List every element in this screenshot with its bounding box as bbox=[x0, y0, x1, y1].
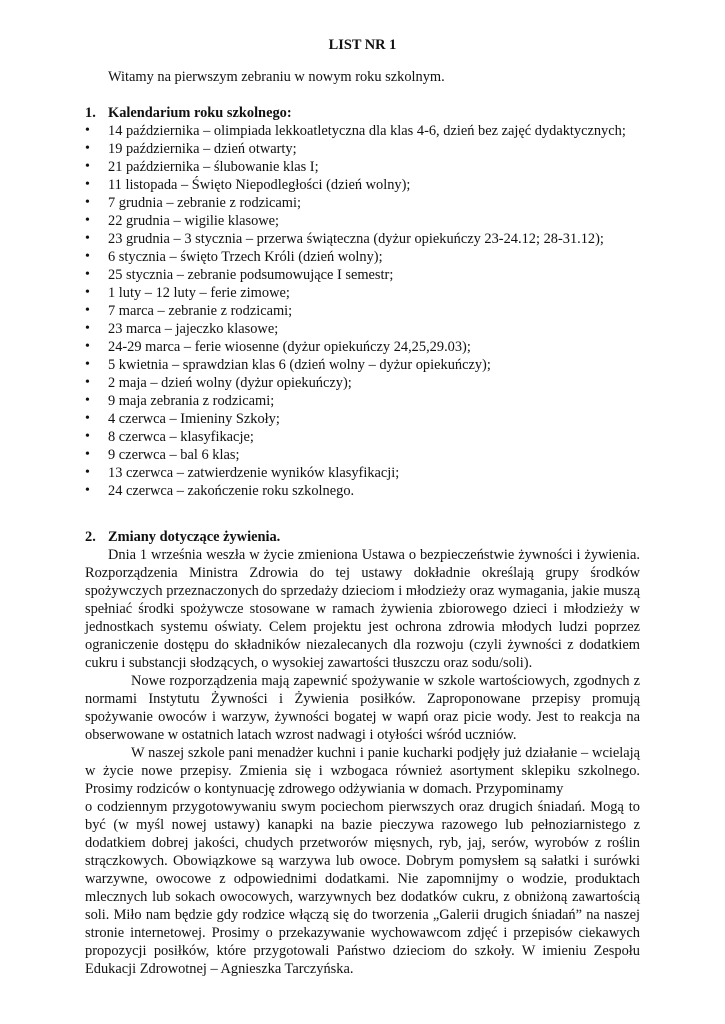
intro-text: Witamy na pierwszym zebraniu w nowym roku szkolnym. bbox=[108, 69, 445, 85]
calendar-item bbox=[85, 374, 640, 392]
calendar-item-text: 22 grudnia – wigilie klasowe; bbox=[108, 213, 280, 229]
bullet-icon: • bbox=[85, 285, 90, 300]
calendar-item bbox=[85, 338, 640, 356]
calendar-item-text: 25 stycznia – zebranie podsumowujące I semestr; bbox=[108, 267, 394, 283]
bullet-icon: • bbox=[85, 339, 90, 354]
bullet-icon: • bbox=[85, 447, 90, 462]
calendar-item-text: 2 maja – dzień wolny (dyżur opiekuńczy); bbox=[108, 375, 352, 391]
paragraph: Nowe rozporządzenia mają zapewnić spożywanie w szkole wartościowych, zgodnych z normami Instytutu Żywności i Żywienia posiłków. Zaproponowane przepisy promują spożywanie owoców i warzyw, żywności bogatej w wapń oraz picie wody. Jest to reakcja na obserwowane w ostatnich latach wzrost nadwagi i otyłości wśród uczniów. bbox=[85, 673, 640, 743]
calendar-item bbox=[85, 122, 640, 140]
calendar-item-text: 23 marca – jajeczko klasowe; bbox=[108, 321, 279, 337]
calendar-item-text: 9 czerwca – bal 6 klas; bbox=[108, 447, 240, 463]
calendar-item bbox=[85, 176, 640, 194]
calendar-item bbox=[85, 212, 640, 230]
calendar-item bbox=[85, 284, 640, 302]
bullet-icon: • bbox=[85, 375, 90, 390]
calendar-item bbox=[85, 320, 640, 338]
calendar-item bbox=[85, 356, 640, 374]
bullet-icon: • bbox=[85, 393, 90, 408]
calendar-item-text: 24-29 marca – ferie wiosenne (dyżur opiekuńczy 24,25,29.03); bbox=[108, 339, 471, 355]
calendar-item-text: 4 czerwca – Imieniny Szkoły; bbox=[108, 411, 280, 427]
bullet-icon: • bbox=[85, 267, 90, 282]
bullet-icon: • bbox=[85, 303, 90, 318]
calendar-item-text: 11 listopada – Święto Niepodległości (dzień wolny); bbox=[108, 177, 411, 193]
section-number: 2. bbox=[85, 529, 96, 545]
calendar-item bbox=[85, 230, 640, 248]
calendar-item bbox=[85, 392, 640, 410]
section-calendar bbox=[85, 104, 640, 500]
calendar-item-text: 14 października – olimpiada lekkoatletyczna dla klas 4-6, dzień bez zajęć dydaktycznych; bbox=[108, 123, 626, 139]
paragraph: Dnia 1 września weszła w życie zmieniona Ustawa o bezpieczeństwie żywności i żywienia. Rozporządzenia Ministra Zdrowia do tej ustawy dokładnie określają grupy środków spożywczych przeznaczonych do sprzedaży dzieciom i młodzieży oraz wymagania, jakie muszą spełniać środki spożywcze stosowane w ramach żywienia zbiorowego dzieci i młodzieży w jednostkach systemu oświaty. Celem projektu jest ochrona zdrowia młodych ludzi poprzez ograniczenie dostępu do składników niezalecanych dla rozwoju (czyli żywności z dodatkiem cukru i substancji słodzących, o wysokiej zawartości tłuszczu oraz sodu/soli). bbox=[85, 547, 640, 671]
bullet-icon: • bbox=[85, 483, 90, 498]
bullet-icon: • bbox=[85, 411, 90, 426]
section-title: Zmiany dotyczące żywienia. bbox=[108, 529, 281, 545]
bullet-icon: • bbox=[85, 177, 90, 192]
calendar-item-text: 5 kwietnia – sprawdzian klas 6 (dzień wolny – dyżur opiekuńczy); bbox=[108, 357, 491, 373]
section-number: 1. bbox=[85, 105, 96, 121]
calendar-item-text: 1 luty – 12 luty – ferie zimowe; bbox=[108, 285, 290, 301]
paragraph: W naszej szkole pani menadżer kuchni i panie kucharki podjęły już działanie – wcielają w życie nowe przepisy. Zmienia się i wzbogaca również asortyment sklepiku szkolnego. Prosimy rodziców o kontynuację zdrowego odżywiania w domach. Przypominamy bbox=[85, 745, 640, 797]
bullet-icon: • bbox=[85, 159, 90, 174]
calendar-item-text: 13 czerwca – zatwierdzenie wyników klasyfikacji; bbox=[108, 465, 400, 481]
calendar-item-text: 19 października – dzień otwarty; bbox=[108, 141, 297, 157]
calendar-item-text: 8 czerwca – klasyfikacje; bbox=[108, 429, 254, 445]
section-nutrition-body bbox=[85, 546, 640, 978]
calendar-item bbox=[85, 158, 640, 176]
calendar-item-text: 7 grudnia – zebranie z rodzicami; bbox=[108, 195, 301, 211]
bullet-icon: • bbox=[85, 123, 90, 138]
calendar-item bbox=[85, 464, 640, 482]
section-calendar-heading bbox=[85, 104, 640, 122]
calendar-item bbox=[85, 410, 640, 428]
calendar-item bbox=[85, 266, 640, 284]
calendar-item bbox=[85, 482, 640, 500]
calendar-item-text: 9 maja zebrania z rodzicami; bbox=[108, 393, 275, 409]
calendar-item bbox=[85, 302, 640, 320]
calendar-item-text: 7 marca – zebranie z rodzicami; bbox=[108, 303, 293, 319]
bullet-icon: • bbox=[85, 213, 90, 228]
calendar-item bbox=[85, 446, 640, 464]
calendar-list bbox=[85, 122, 640, 500]
calendar-item-text: 21 października – ślubowanie klas I; bbox=[108, 159, 319, 175]
bullet-icon: • bbox=[85, 195, 90, 210]
bullet-icon: • bbox=[85, 249, 90, 264]
bullet-icon: • bbox=[85, 321, 90, 336]
bullet-icon: • bbox=[85, 141, 90, 156]
bullet-icon: • bbox=[85, 231, 90, 246]
paragraph: o codziennym przygotowywaniu swym pociechom pierwszych oraz drugich śniadań. Mogą to być (w myśl nowej ustawy) kanapki na bazie pieczywa razowego lub pełnoziarnistego z dodatkiem dobrej jakości, chudych przetworów mięsnych, ryb, jaj, serów, wyrobów z roślin strączkowych. Obowiązkowe są warzywa lub owoce. Dobrym pomysłem są sałatki i surówki warzywne, owocowe z odpowiednimi dodatkami. Nie zapomnijmy o wodzie, produktach mlecznych lub sokach owocowych, warzywnych bez dodatków cukru, z obniżoną zawartością soli. Miło nam będzie gdy rodzice włączą się do tworzenia „Galerii drugich śniadań” na naszej stronie internetowej. Prosimy o przekazywanie wychowawcom zdjęć i przepisów ciekawych propozycji posiłków, które przygotowali Państwo dzieciom do szkoły. W imieniu Zespołu Edukacji Zdrowotnej – Agnieszka Tarczyńska. bbox=[85, 799, 640, 977]
bullet-icon: • bbox=[85, 429, 90, 444]
bullet-icon: • bbox=[85, 357, 90, 372]
calendar-item bbox=[85, 428, 640, 446]
calendar-item bbox=[85, 194, 640, 212]
section-title: Kalendarium roku szkolnego: bbox=[108, 105, 292, 121]
calendar-item bbox=[85, 140, 640, 158]
calendar-item-text: 23 grudnia – 3 stycznia – przerwa świąteczna (dyżur opiekuńczy 23-24.12; 28-31.12); bbox=[108, 231, 604, 247]
calendar-item bbox=[85, 248, 640, 266]
document-title: LIST NR 1 bbox=[328, 37, 397, 53]
calendar-item-text: 24 czerwca – zakończenie roku szkolnego. bbox=[108, 483, 355, 499]
bullet-icon: • bbox=[85, 465, 90, 480]
calendar-item-text: 6 stycznia – święto Trzech Króli (dzień wolny); bbox=[108, 249, 383, 265]
section-nutrition-heading bbox=[85, 528, 640, 546]
